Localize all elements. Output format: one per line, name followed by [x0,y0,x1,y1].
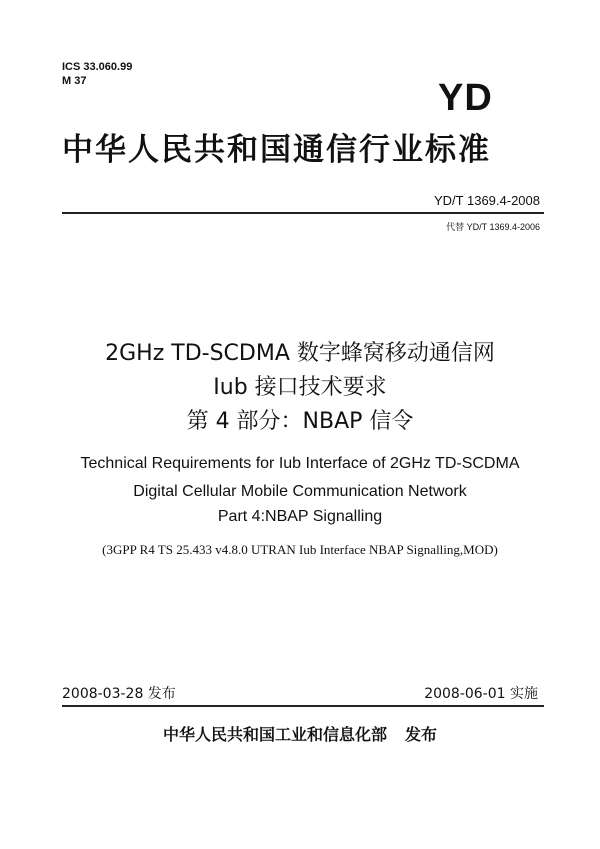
title-cn-line3: 第 4 部分：NBAP 信令 [186,409,414,434]
classification-codes [62,60,132,88]
title-cn-line1: 2GHz TD-SCDMA 数字蜂窝移动通信网 [105,341,495,366]
publish-date: 2008-03-28 发布 [62,686,176,702]
title-en-line3: Part 4:NBAP Signalling [217,508,383,525]
replaces-note: 代替 YD/T 1369.4-2006 [446,222,540,232]
standard-number: YD/T 1369.4-2008 [434,193,540,208]
ics-code: ICS 33.060.99 [62,61,133,73]
category-code: M 37 [62,75,87,87]
title-en-line2: Digital Cellular Mobile Communication Network [133,483,467,500]
effective-date: 2008-06-01 实施 [424,686,538,702]
header-divider [62,212,544,214]
reference-note: (3GPP R4 TS 25.433 v4.8.0 UTRAN Iub Interface NBAP Signalling,MOD) [102,542,498,557]
title-cn-line2: Iub 接口技术要求 [213,375,387,400]
title-en-line1: Technical Requirements for Iub Interface of 2GHz TD-SCDMA [80,455,520,472]
footer-divider [62,705,544,707]
yd-logo: YD [438,77,493,119]
issuer-suffix: 发布 [405,725,438,744]
standard-title: 中华人民共和国通信行业标准 [62,132,491,168]
issuer-name: 中华人民共和国工业和信息化部 [162,725,387,744]
issuer-line [0,722,600,745]
